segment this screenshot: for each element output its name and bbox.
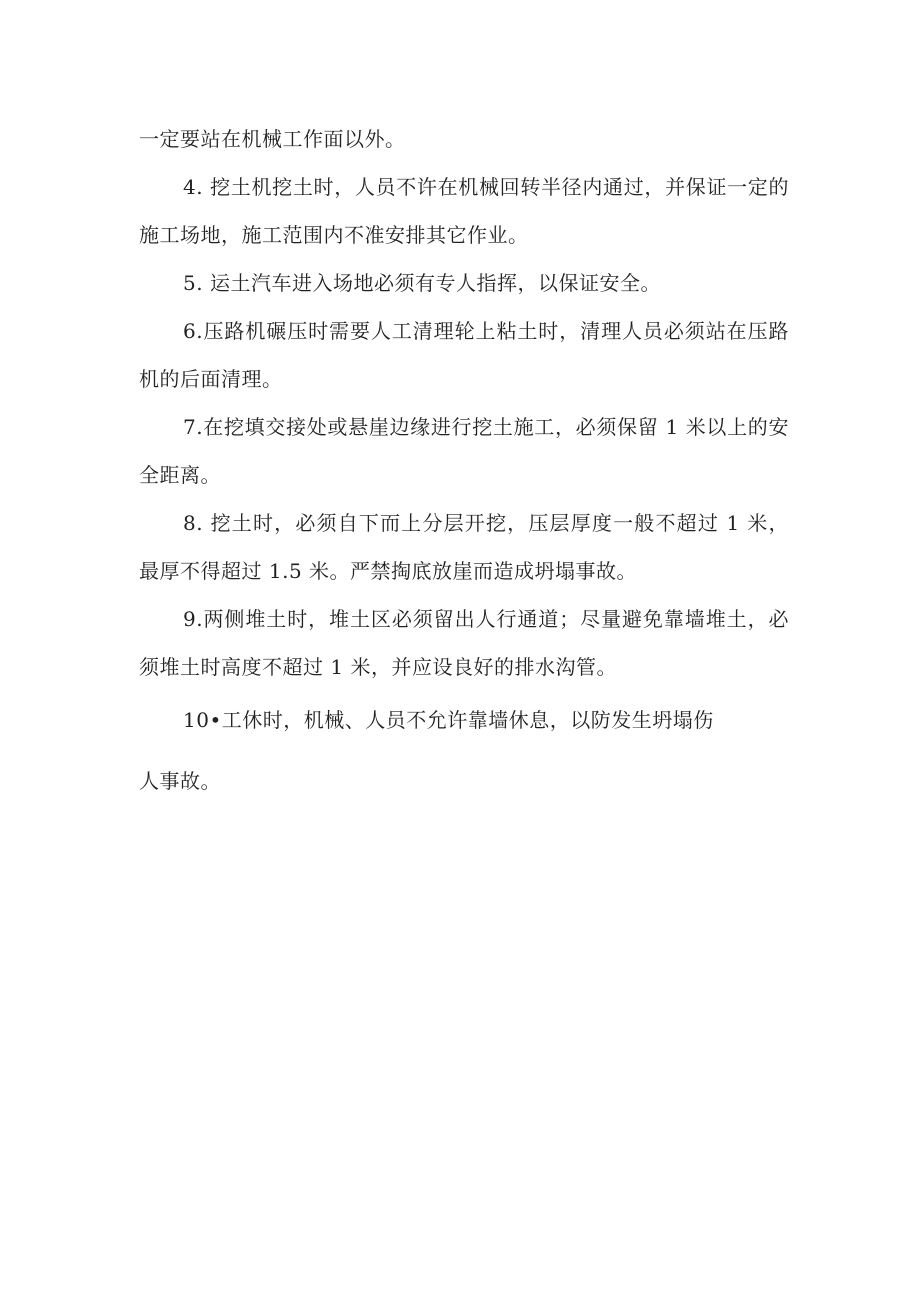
paragraph-item-8: 8. 挖土时，必须自下而上分层开挖，压层厚度一般不超过 1 米，最厚不得超过 1.5 米。严禁掏底放崖而造成坍塌事故。 (139, 511, 789, 583)
paragraph-item-10: 10•工休时，机械、人员不允许靠墙休息，以防发生坍塌伤 (183, 708, 714, 732)
paragraph-continuation: 一定要站在机械工作面以外。 (139, 127, 406, 151)
paragraph-item-9: 9.两侧堆土时，堆土区必须留出人行通道；尽量避免靠墙堆土，必须堆土时高度不超过 1 米，并应设良好的排水沟管。 (139, 607, 789, 679)
paragraph-item-7: 7.在挖填交接处或悬崖边缘进行挖土施工，必须保留 1 米以上的安全距离。 (139, 415, 789, 487)
paragraph-item-6: 6.压路机碾压时需要人工清理轮上粘土时，清理人员必须站在压路机的后面清理。 (139, 319, 789, 391)
paragraph-item-10-continuation: 人事故。 (139, 769, 221, 793)
paragraph-item-4: 4. 挖土机挖土时，人员不许在机械回转半径内通过，并保证一定的施工场地，施工范围内不准安排其它作业。 (139, 175, 789, 247)
paragraph-item-5: 5. 运土汽车进入场地必须有专人指挥，以保证安全。 (183, 271, 661, 295)
document-body (139, 115, 789, 817)
